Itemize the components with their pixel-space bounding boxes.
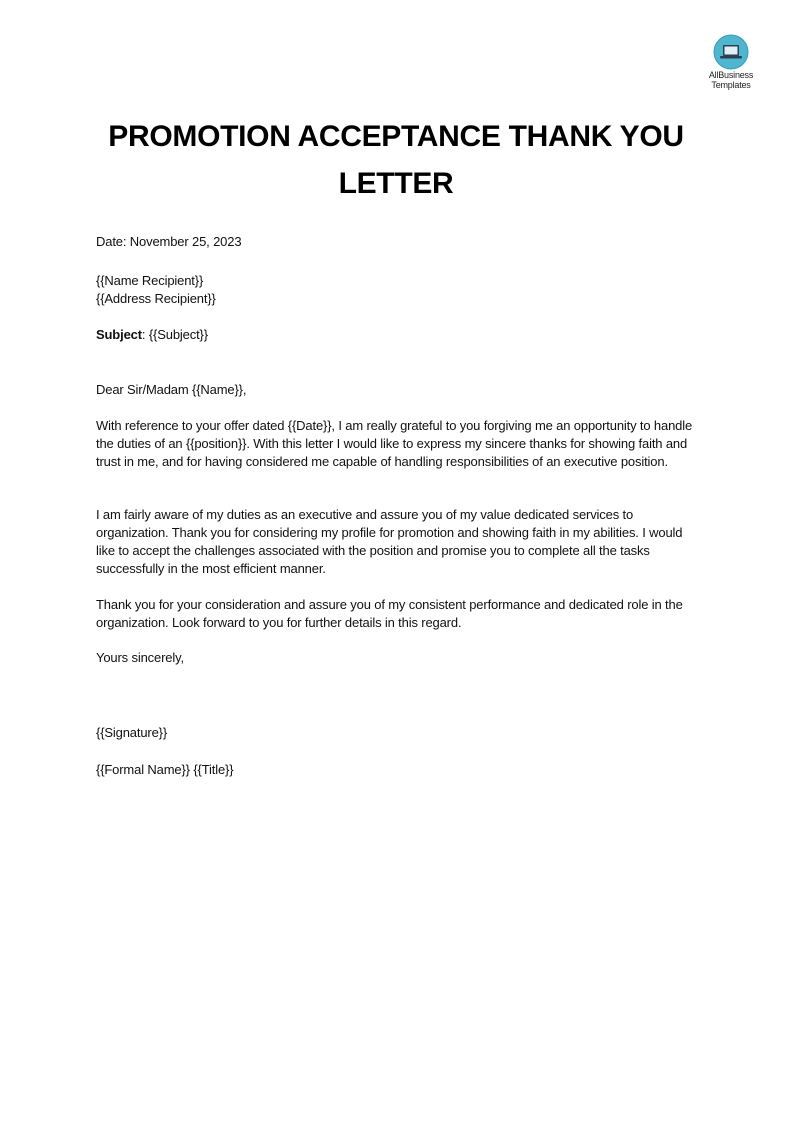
- recipient-name: {{Name Recipient}}: [96, 273, 204, 288]
- letter-title: PROMOTION ACCEPTANCE THANK YOU LETTER: [108, 120, 684, 200]
- logo-text-line2: Templates: [711, 80, 751, 90]
- paragraph-2: I am fairly aware of my duties as an executive and assure you of my value dedicated services to organization. Thank you for considering my profile for promotion and showing faith in my abilities. I would like to accept the challenges associated with the position and promise you to complete all the tasks successfully in the most efficient manner.: [96, 507, 683, 576]
- closing: Yours sincerely,: [96, 650, 184, 665]
- allbusiness-templates-logo: [700, 34, 762, 90]
- signature: {{Signature}}: [96, 725, 168, 740]
- subject-line: [96, 326, 700, 344]
- recipient-block: [96, 272, 700, 308]
- laptop-icon: [713, 34, 749, 70]
- paragraph-1: With reference to your offer dated {{Date}}, I am really grateful to you forgiving me an opportunity to handle the duties of an {{position}}. With this letter I would like to express my sincere thanks for showing faith and trust in me, and for having considered me capable of handling responsibilities of an executive position.: [96, 418, 693, 469]
- paragraph-3: Thank you for your consideration and assure you of my consistent performance and dedicated role in the organization. Look forward to you for further details in this regard.: [96, 597, 683, 630]
- subject-label: Subject: [96, 327, 142, 342]
- recipient-address: {{Address Recipient}}: [96, 291, 216, 306]
- logo-text-line1: AllBusiness: [708, 70, 754, 80]
- subject-value: : {{Subject}}: [141, 327, 208, 342]
- salutation: Dear Sir/Madam {{Name}},: [96, 382, 247, 397]
- formal-name-title: {{Formal Name}} {{Title}}: [96, 762, 234, 777]
- letter-date: Date: November 25, 2023: [96, 234, 242, 249]
